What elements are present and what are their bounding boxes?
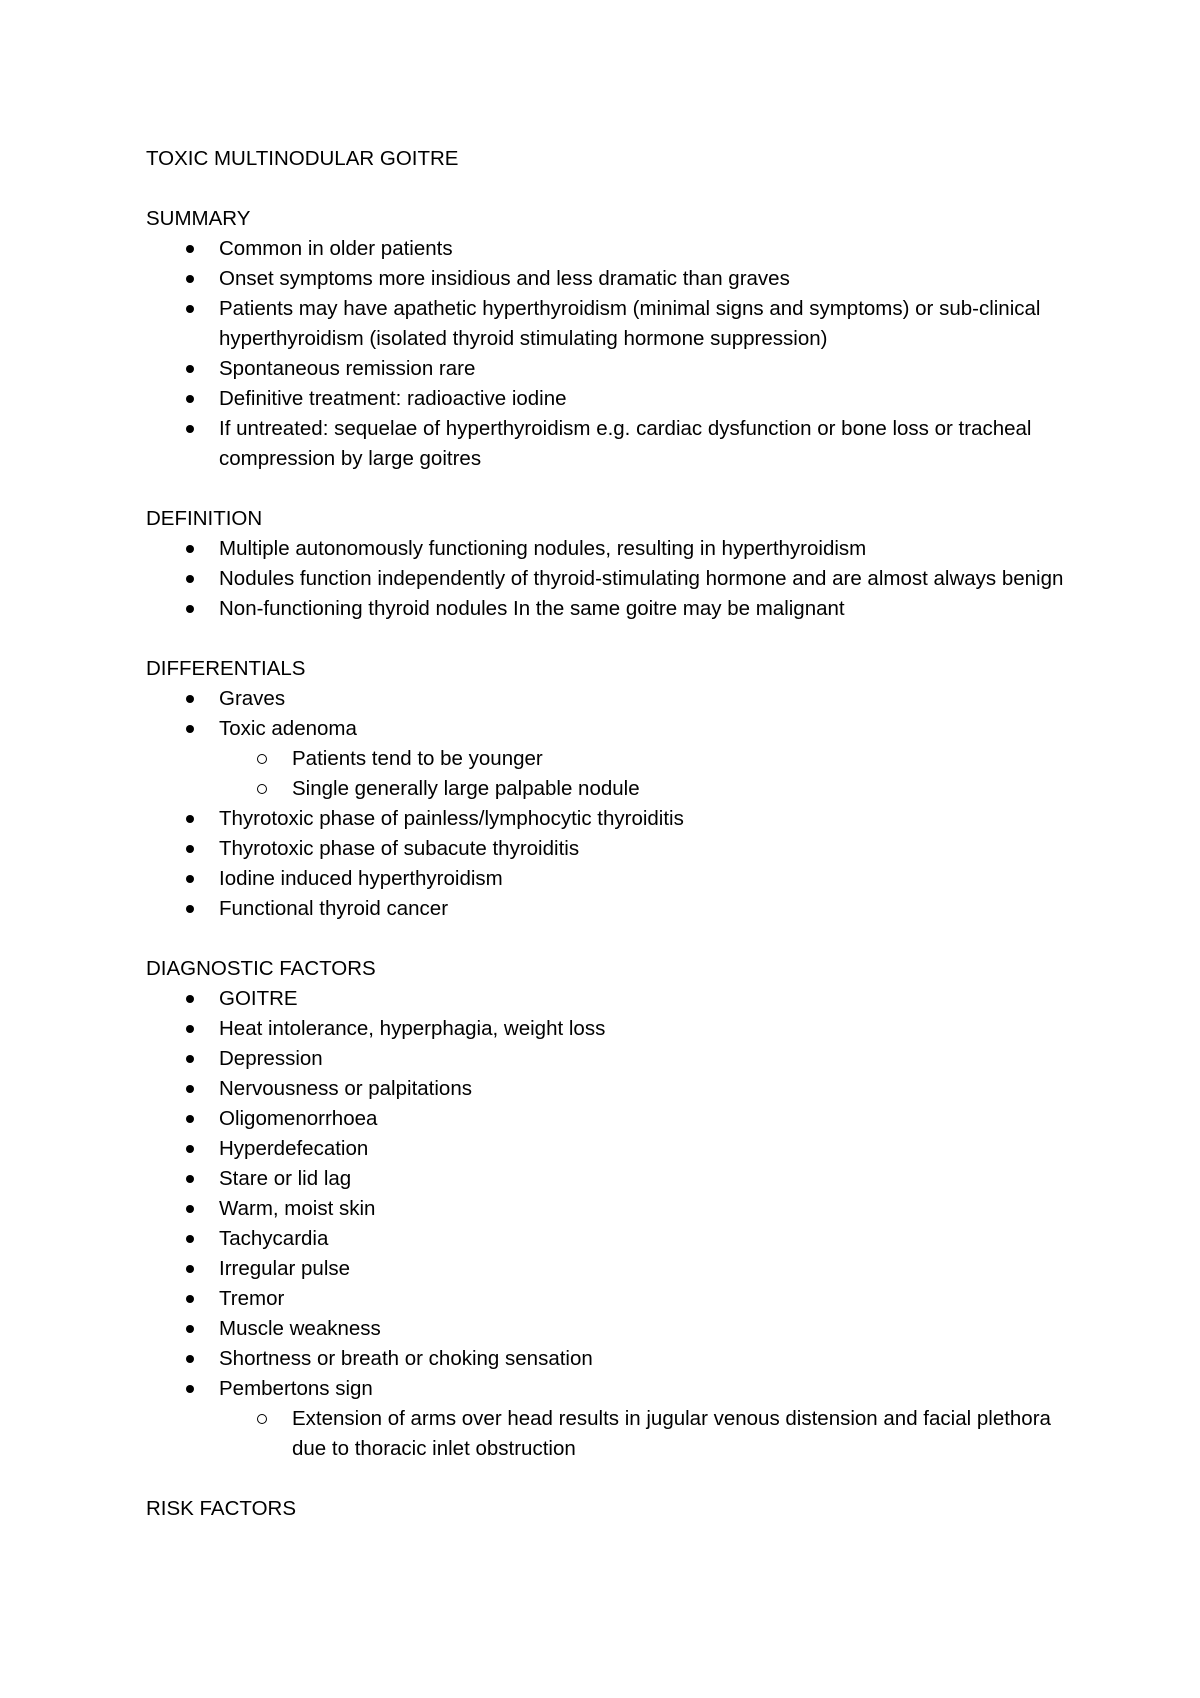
list-item-text: Hyperdefecation (219, 1137, 369, 1160)
list-item-text: If untreated: sequelae of hyperthyroidism e.g. cardiac dysfunction or bone loss or tracheal compression by large goitres (219, 417, 1032, 470)
list-item (146, 834, 1076, 864)
section-summary (146, 204, 1076, 474)
sub-list-item: Patients tend to be younger (219, 744, 1076, 774)
list-item (146, 1134, 1076, 1164)
list-item (146, 534, 1076, 564)
list-item (146, 1194, 1076, 1224)
list-item-text: Irregular pulse (219, 1257, 351, 1280)
list-item (146, 714, 1076, 804)
sub-list (219, 744, 1076, 804)
bullet-list (146, 684, 1076, 924)
list-item-text: Graves (219, 687, 286, 710)
list-item-text: Stare or lid lag (219, 1167, 352, 1190)
list-item-text: Nodules function independently of thyroid-stimulating hormone and are almost always benign (219, 567, 1064, 590)
list-item (146, 384, 1076, 414)
list-item-text: Shortness or breath or choking sensation (219, 1347, 593, 1370)
list-item-text: Tremor (219, 1287, 285, 1310)
list-item (146, 894, 1076, 924)
list-item (146, 804, 1076, 834)
document-title: TOXIC MULTINODULAR GOITRE (146, 147, 459, 170)
list-item-text: Thyrotoxic phase of painless/lymphocytic thyroiditis (219, 807, 684, 830)
list-item (146, 1164, 1076, 1194)
section-heading: SUMMARY (146, 207, 251, 230)
section-definition (146, 504, 1076, 624)
list-item (146, 1284, 1076, 1314)
list-item-text: Oligomenorrhoea (219, 1107, 378, 1130)
bullet-list (146, 984, 1076, 1464)
section-differentials (146, 654, 1076, 924)
list-item (146, 1344, 1076, 1374)
list-item-text: Depression (219, 1047, 323, 1070)
bullet-list (146, 234, 1076, 474)
list-item-text: Heat intolerance, hyperphagia, weight loss (219, 1017, 606, 1040)
list-item (146, 1014, 1076, 1044)
list-item (146, 294, 1076, 354)
list-item-text: Nervousness or palpitations (219, 1077, 472, 1100)
document-page (146, 144, 1076, 1554)
section-risk-factors (146, 1494, 1076, 1524)
list-item (146, 1044, 1076, 1074)
list-item-text: Non-functioning thyroid nodules In the same goitre may be malignant (219, 597, 845, 620)
list-item-text: Onset symptoms more insidious and less dramatic than graves (219, 267, 790, 290)
list-item (146, 264, 1076, 294)
list-item-text: Common in older patients (219, 237, 453, 260)
list-item (146, 864, 1076, 894)
list-item (146, 594, 1076, 624)
list-item-text: Tachycardia (219, 1227, 329, 1250)
list-item-text: Pembertons sign (219, 1377, 373, 1400)
section-heading: DIAGNOSTIC FACTORS (146, 957, 376, 980)
section-heading: DEFINITION (146, 507, 263, 530)
list-item (146, 1104, 1076, 1134)
list-item (146, 1254, 1076, 1284)
list-item-text: Thyrotoxic phase of subacute thyroiditis (219, 837, 580, 860)
list-item (146, 354, 1076, 384)
section-heading: RISK FACTORS (146, 1497, 296, 1520)
section-heading: DIFFERENTIALS (146, 657, 306, 680)
list-item-text: Patients may have apathetic hyperthyroidism (minimal signs and symptoms) or sub-clinical hyperthyroidism (isolated thyroid stimulating hormone suppression) (219, 297, 1041, 350)
list-item-text: Warm, moist skin (219, 1197, 376, 1220)
list-item-text: Iodine induced hyperthyroidism (219, 867, 503, 890)
section-diagnostic-factors (146, 954, 1076, 1464)
list-item (146, 234, 1076, 264)
list-item-text: Muscle weakness (219, 1317, 381, 1340)
list-item-text: Functional thyroid cancer (219, 897, 449, 920)
bullet-list (146, 534, 1076, 624)
list-item (146, 1314, 1076, 1344)
list-item-text: GOITRE (219, 987, 298, 1010)
list-item (146, 1374, 1076, 1464)
list-item (146, 1074, 1076, 1104)
list-item-text: Multiple autonomously functioning nodules, resulting in hyperthyroidism (219, 537, 867, 560)
list-item (146, 564, 1076, 594)
list-item (146, 684, 1076, 714)
sub-list (219, 1404, 1076, 1464)
list-item-text: Toxic adenoma (219, 717, 357, 740)
sub-list-item: Extension of arms over head results in jugular venous distension and facial plethora due to thoracic inlet obstruction (219, 1404, 1076, 1464)
list-item-text: Spontaneous remission rare (219, 357, 476, 380)
list-item (146, 984, 1076, 1014)
list-item-text: Definitive treatment: radioactive iodine (219, 387, 567, 410)
sub-list-item: Single generally large palpable nodule (219, 774, 1076, 804)
sections-container (146, 204, 1076, 1524)
list-item (146, 414, 1076, 474)
list-item (146, 1224, 1076, 1254)
